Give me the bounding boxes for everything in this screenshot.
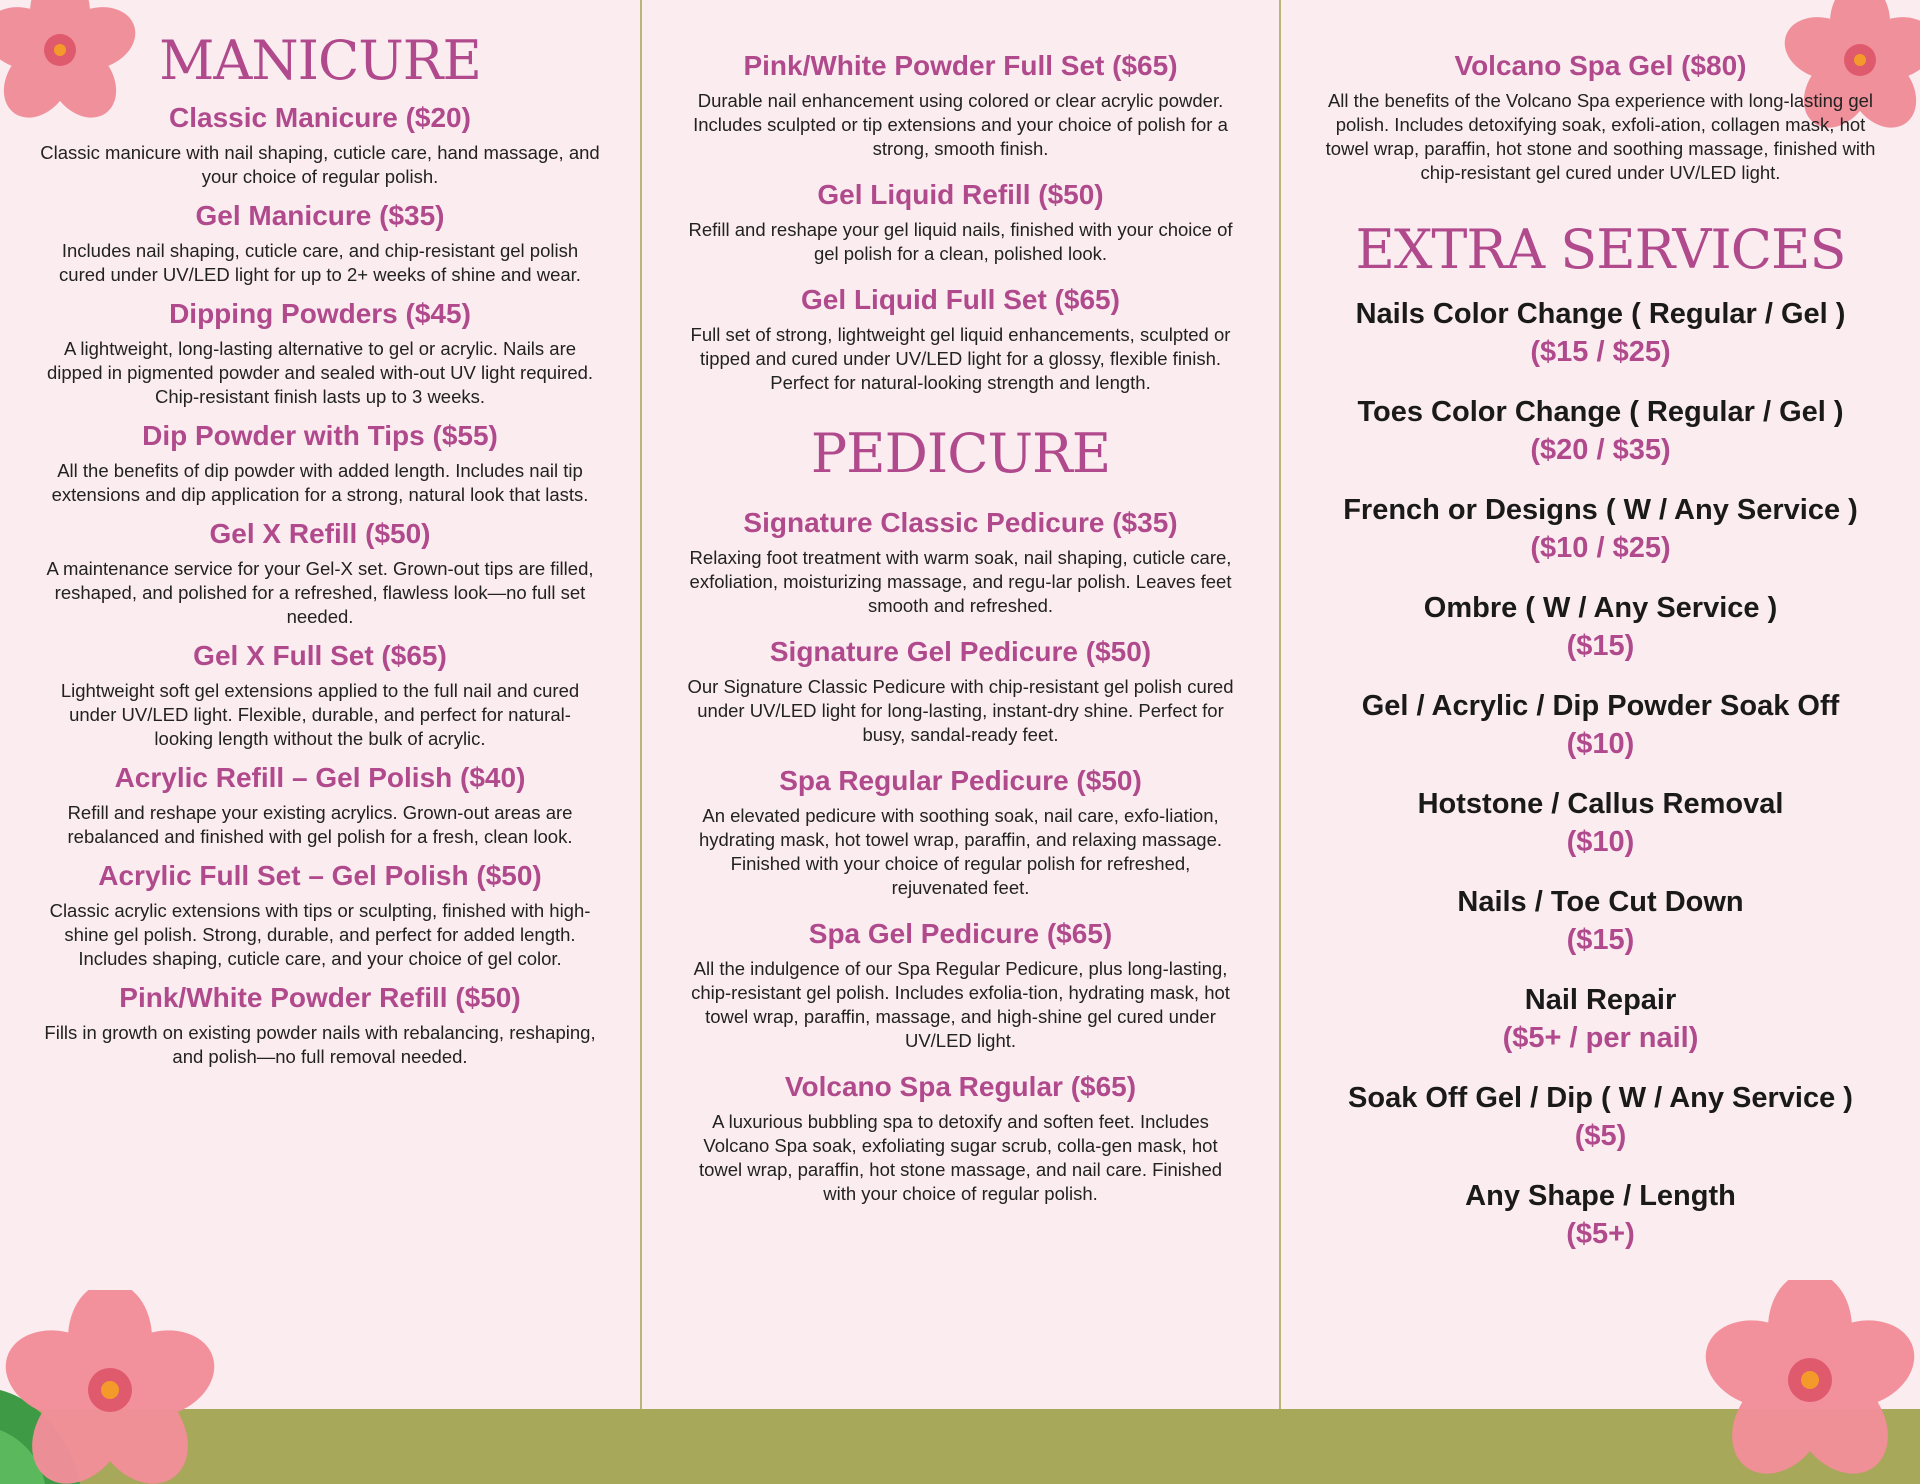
- extra-service-name: Any Shape / Length: [1465, 1180, 1736, 1213]
- extra-service-price: ($20 / $35): [1530, 434, 1671, 467]
- service-name: Classic Manicure ($20): [169, 102, 471, 134]
- service-item: [682, 505, 1239, 618]
- service-description: Our Signature Classic Pedicure with chip-resistant gel polish cured under UV/LED light for long-lasting, instant-dry shine. Perfect for busy, sandal-ready feet.: [687, 676, 1234, 746]
- service-description: Classic manicure with nail shaping, cuticle care, hand massage, and your choice of regular polish.: [40, 142, 600, 188]
- service-item: [40, 100, 600, 189]
- service-item: [40, 858, 600, 971]
- extra-service-price: ($15): [1566, 630, 1635, 663]
- service-item: [40, 638, 600, 751]
- extra-services-title: EXTRA SERVICES: [1355, 218, 1846, 281]
- service-description: Classic acrylic extensions with tips or sculpting, finished with high-shine gel polish. Strong, durable, and perfect for added length. Includes shaping, cuticle care, and your choice of gel color.: [49, 900, 591, 970]
- extra-service-price: ($10): [1566, 826, 1635, 859]
- powder-gel-service-list: [682, 48, 1239, 395]
- manicure-column: [0, 0, 640, 1409]
- service-name: Volcano Spa Gel ($80): [1454, 50, 1747, 81]
- extra-service-price: ($15): [1566, 924, 1635, 957]
- service-description: All the indulgence of our Spa Regular Pedicure, plus long-lasting, chip-resistant gel polish. Includes exfolia-tion, hydrating mask, hot towel wrap, paraffin, massage, and high-shine gel cured under UV/LED light.: [691, 958, 1230, 1052]
- service-name: Spa Regular Pedicure ($50): [779, 765, 1142, 797]
- service-name: Signature Gel Pedicure ($50): [769, 636, 1152, 668]
- service-description: Relaxing foot treatment with warm soak, nail shaping, cuticle care, exfoliation, moisturizing massage, and regu-lar polish. Leaves feet smooth and refreshed.: [689, 547, 1232, 617]
- extra-service-price: ($10 / $25): [1530, 532, 1671, 565]
- service-item: [40, 418, 600, 507]
- service-name: Dip Powder with Tips ($55): [142, 420, 498, 452]
- extra-service-name: Ombre ( W / Any Service ): [1423, 592, 1778, 625]
- extra-service-name: French or Designs ( W / Any Service ): [1343, 494, 1858, 527]
- pedicure-column: [642, 0, 1279, 1409]
- service-name: Gel Liquid Refill ($50): [817, 179, 1104, 210]
- extra-service-price: ($5): [1574, 1120, 1627, 1153]
- service-name: Volcano Spa Regular ($65): [784, 1071, 1137, 1103]
- service-description: An elevated pedicure with soothing soak, nail care, exfo-liation, hydrating mask, hot towel wrap, paraffin, and relaxing massage. Finished with your choice of regular polish for refreshed, rejuvenated feet.: [698, 805, 1223, 899]
- service-description: Durable nail enhancement using colored or clear acrylic powder. Includes sculpted or tip extensions and your choice of polish for a strong, smooth finish.: [693, 90, 1228, 159]
- service-description: Lightweight soft gel extensions applied to the full nail and cured under UV/LED light. Flexible, durable, and perfect for natural-looking length without the bulk of acrylic.: [60, 680, 580, 750]
- service-name: Acrylic Full Set – Gel Polish ($50): [98, 860, 542, 892]
- service-name: Pink/White Powder Refill ($50): [119, 982, 521, 1014]
- service-description: Fills in growth on existing powder nails with rebalancing, reshaping, and polish—no full removal needed.: [44, 1022, 596, 1068]
- extra-services-list: [1321, 295, 1880, 1253]
- manicure-service-list: [40, 100, 600, 1069]
- service-item: [682, 282, 1239, 395]
- service-item: [682, 763, 1239, 900]
- service-item: [682, 177, 1239, 266]
- extra-service-item: [1321, 981, 1880, 1057]
- extra-service-price: ($15 / $25): [1530, 336, 1671, 369]
- extra-service-name: Nails Color Change ( Regular / Gel ): [1355, 298, 1846, 331]
- extra-service-item: [1321, 295, 1880, 371]
- service-name: Acrylic Refill – Gel Polish ($40): [114, 762, 526, 794]
- footer-band: [0, 1409, 1920, 1484]
- pedicure-title: PEDICURE: [810, 422, 1111, 485]
- service-description: All the benefits of dip powder with added length. Includes nail tip extensions and dip application for a strong, natural look that lasts.: [51, 460, 589, 506]
- service-item: [40, 980, 600, 1069]
- service-description: Refill and reshape your existing acrylics. Grown-out areas are rebalanced and finished with gel polish for a fresh, clean look.: [67, 802, 573, 848]
- service-name: Signature Classic Pedicure ($35): [743, 507, 1178, 539]
- service-name: Gel X Full Set ($65): [193, 640, 447, 672]
- extra-service-name: Gel / Acrylic / Dip Powder Soak Off: [1361, 690, 1840, 723]
- pedicure-service-list: [682, 505, 1239, 1206]
- service-item: [40, 516, 600, 629]
- service-item: [682, 916, 1239, 1053]
- extra-service-item: [1321, 491, 1880, 567]
- extra-service-item: [1321, 883, 1880, 959]
- service-item: [682, 634, 1239, 747]
- service-description: Full set of strong, lightweight gel liquid enhancements, sculpted or tipped and cured under UV/LED light for a glossy, flexible finish. Perfect for natural-looking strength and length.: [690, 324, 1231, 393]
- extra-service-item: [1321, 687, 1880, 763]
- service-name: Gel Manicure ($35): [195, 200, 445, 232]
- manicure-title: MANICURE: [159, 29, 481, 92]
- service-item: [682, 48, 1239, 161]
- service-description: Includes nail shaping, cuticle care, and chip-resistant gel polish cured under UV/LED light for up to 2+ weeks of shine and wear.: [59, 240, 581, 286]
- extra-service-price: ($5+ / per nail): [1502, 1022, 1699, 1055]
- extra-service-name: Hotstone / Callus Removal: [1417, 788, 1784, 821]
- extra-service-name: Nails / Toe Cut Down: [1457, 886, 1744, 919]
- extra-service-item: [1321, 589, 1880, 665]
- service-item: [40, 296, 600, 409]
- extra-services-column: [1281, 0, 1920, 1409]
- extra-service-item: [1321, 393, 1880, 469]
- service-description: Refill and reshape your gel liquid nails, finished with your choice of gel polish for a clean, polished look.: [688, 219, 1233, 264]
- extra-service-price: ($10): [1566, 728, 1635, 761]
- service-name: Dipping Powders ($45): [169, 298, 471, 330]
- service-item: [40, 760, 600, 849]
- extra-service-name: Nail Repair: [1524, 984, 1677, 1017]
- service-description: All the benefits of the Volcano Spa experience with long-lasting gel polish. Includes detoxifying soak, exfoli-ation, collagen mask, hot towel wrap, paraffin, hot stone and soothing massage, finished with chip-resistant gel cured under UV/LED light.: [1325, 90, 1876, 183]
- extra-service-name: Soak Off Gel / Dip ( W / Any Service ): [1348, 1082, 1853, 1115]
- service-name: Spa Gel Pedicure ($65): [808, 918, 1113, 950]
- service-description: A luxurious bubbling spa to detoxify and soften feet. Includes Volcano Spa soak, exfoliating sugar scrub, colla-gen mask, hot towel wrap, paraffin, hot stone massage, and nail care. Finished with your choice of regular polish.: [698, 1111, 1223, 1205]
- service-description: A maintenance service for your Gel-X set. Grown-out tips are filled, reshaped, and polished for a refreshed, flawless look—no full set needed.: [46, 558, 594, 628]
- extra-service-item: [1321, 1079, 1880, 1155]
- extra-service-name: Toes Color Change ( Regular / Gel ): [1357, 396, 1844, 429]
- service-description: A lightweight, long-lasting alternative to gel or acrylic. Nails are dipped in pigmented powder and sealed with-out UV light required. Chip-resistant finish lasts up to 3 weeks.: [46, 338, 594, 408]
- service-item: [40, 198, 600, 287]
- service-item: [682, 1069, 1239, 1206]
- service-item: [1321, 48, 1880, 185]
- service-name: Pink/White Powder Full Set ($65): [743, 50, 1178, 81]
- extra-service-price: ($5+): [1566, 1218, 1635, 1251]
- extra-service-item: [1321, 1177, 1880, 1253]
- extra-service-item: [1321, 785, 1880, 861]
- service-name: Gel Liquid Full Set ($65): [801, 284, 1120, 315]
- service-name: Gel X Refill ($50): [209, 518, 431, 550]
